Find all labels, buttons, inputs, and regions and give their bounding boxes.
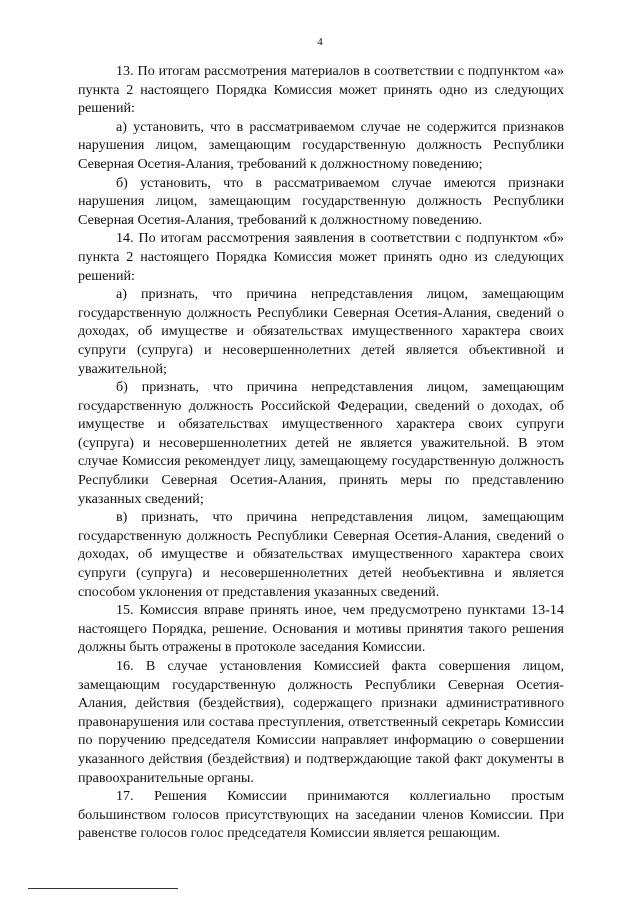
paragraph-15: 15. Комиссия вправе принять иное, чем предусмотрено пунктами 13-14 настоящего Порядка, решение. Основания и мотивы принятия такого решения должны быть отражены в протоколе заседания Комиссии. xyxy=(78,602,564,656)
paragraph-13: 13. По итогам рассмотрения материалов в соответствии с подпунктом «а» пункта 2 настоящего Порядка Комиссия может принять одно из следующих решений: xyxy=(78,63,564,117)
paragraph-14-a: а) признать, что причина непредставления лицом, замещающим государственную должность Республики Северная Осетия-Алания, сведений о доходах, об имуществе и обязательствах имущественного характера своих супруги (супруга) и несовершеннолетних детей является объективной и уважительной; xyxy=(78,286,564,377)
paragraph-14-c: в) признать, что причина непредставления лицом, замещающим государственную должность Республики Северная Осетия-Алания, сведений о доходах, об имуществе и обязательствах имущественного характера своих супруги (супруга) и несовершеннолетних детей необъективна и является способом уклонения от представления указанных сведений. xyxy=(78,509,564,600)
paragraph-13-a: а) установить, что в рассматриваемом случае не содержится признаков нарушения лицом, замещающим государственную должность Республики Северная Осетия-Алания, требований к должностному поведению; xyxy=(78,118,564,172)
paragraph-14: 14. По итогам рассмотрения заявления в соответствии с подпунктом «б» пункта 2 настоящего Порядка Комиссия может принять одно из следующих решений: xyxy=(78,230,564,284)
paragraph-13-b: б) установить, что в рассматриваемом случае имеются признаки нарушения лицом, замещающим государственную должность Республики Северная Осетия-Алания, требований к должностному поведению. xyxy=(78,174,564,228)
footer-rule xyxy=(28,888,178,889)
paragraph-17: 17. Решения Комиссии принимаются коллегиально простым большинством голосов присутствующих на заседании членов Комиссии. При равенстве голосов голос председателя Комиссии является решающим. xyxy=(78,788,564,842)
document-body xyxy=(78,62,564,843)
paragraph-14-b: б) признать, что причина непредставления лицом, замещающим государственную должность Российской Федерации, сведений о доходах, об имуществе и обязательствах имущественного характера своих супруги (супруга) и несовершеннолетних детей не является уважительной. В этом случае Комиссия рекомендует лицу, замещающему государственную должность Республики Северная Осетия-Алания, принять меры по представлению указанных сведений; xyxy=(78,379,564,507)
paragraph-16: 16. В случае установления Комиссией факта совершения лицом, замещающим государственную должность Республики Северная Осетия-Алания, действия (бездействия), содержащего признаки административного правонарушения или состава преступления, ответственный секретарь Комиссии по поручению председателя Комиссии направляет информацию о совершении указанного действия (бездействия) и подтверждающие такой факт документы в правоохранительные органы. xyxy=(78,658,564,786)
page-number: 4 xyxy=(317,36,323,48)
